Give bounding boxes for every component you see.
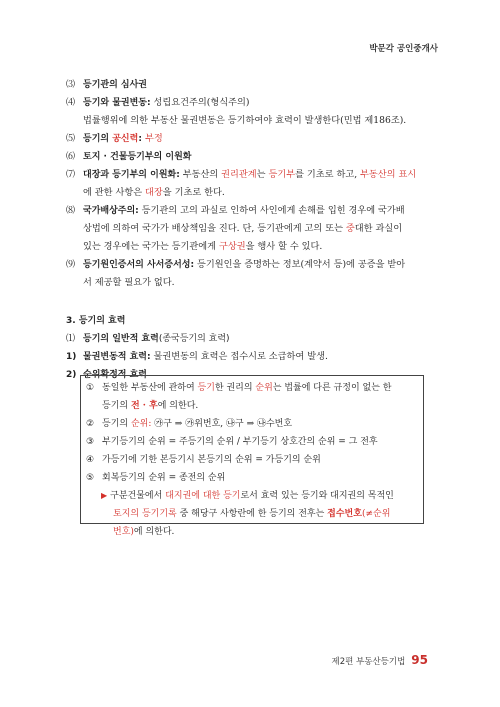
section-sub-1 — [66, 348, 438, 366]
box-bullet-2 — [86, 505, 418, 523]
text-segment: 상법에 의하여 국가가 배상책임을 진다. 단, 등기관에게 고의 또는 — [83, 223, 346, 234]
item-title: 국가배상주의: — [83, 206, 139, 216]
item-number: 2) — [66, 370, 77, 380]
text-highlight: 구상권 — [218, 241, 246, 252]
item-title-highlight: 공신력 — [112, 134, 139, 144]
item-title: 등기관의 심사권 — [83, 80, 147, 90]
box-line-3 — [86, 433, 418, 451]
item-9 — [66, 256, 438, 274]
text-highlight: 대지권에 대한 등기 — [165, 491, 241, 501]
text-segment: 대한 과실이 — [354, 223, 403, 234]
item-number: ⑺ — [66, 170, 76, 180]
item-title: 등기의 — [83, 134, 113, 144]
chapter-label: 제2편 부동산등기법 — [331, 657, 406, 667]
item-title: 토지 · 건물등기부의 이원화 — [83, 152, 192, 162]
item-number: ① — [86, 383, 95, 393]
text-segment: 등기의 — [102, 419, 131, 429]
item-text-highlight: 부정 — [145, 133, 163, 144]
item-9-cont: 서 제공할 필요가 없다. — [83, 277, 175, 288]
item-8-cont-2 — [66, 238, 438, 256]
text-segment: 등기원인을 증명하는 정보(계약서 등)에 공증을 받아 — [194, 259, 406, 270]
text-highlight: 등기부 — [268, 169, 296, 180]
item-title-colon: : — [138, 134, 146, 144]
item-number: ⑴ — [66, 334, 76, 344]
text-highlight: 부동산의 표시 — [360, 169, 417, 180]
box-bullet-1 — [86, 487, 418, 505]
item-title: 물권변동적 효력: — [83, 352, 151, 362]
item-number: ⑹ — [66, 152, 76, 162]
section-heading: 3. 등기의 효력 — [66, 316, 126, 326]
text-highlight: 순위 — [130, 419, 149, 429]
text-highlight: (≠순위 — [361, 509, 391, 519]
box-bullet-3 — [86, 523, 418, 541]
text-segment: 구분건물에서 — [110, 491, 166, 501]
text-segment: 로서 효력 있는 등기와 대지권의 목적인 — [240, 491, 394, 501]
page-number: 95 — [411, 653, 428, 667]
text-segment: 을 기초로 한다. — [162, 187, 225, 198]
text-segment: 부기등기의 순위 = 주등기의 순위 / 부기등기 상호간의 순위 = 그 전후 — [102, 437, 378, 447]
text-highlight: 전 · 후 — [130, 401, 158, 411]
item-number: ⑶ — [66, 80, 76, 90]
item-3 — [66, 76, 438, 94]
item-title: 대장과 등기부의 이원화: — [83, 170, 180, 180]
text-highlight-bold: 접수번호 — [327, 509, 362, 519]
text-segment: 을 행사 할 수 있다. — [245, 241, 323, 252]
text-segment: 부동산의 — [179, 169, 222, 180]
box-line-5 — [86, 469, 418, 487]
text-segment: 있는 경우에는 국가는 등기관에게 — [83, 241, 219, 252]
text-segment: 등기의 — [102, 401, 131, 411]
item-text: (종국등기의 효력) — [158, 334, 230, 344]
item-title: 등기의 일반적 효력 — [83, 334, 159, 344]
box-line-4 — [86, 451, 418, 469]
section-general — [66, 330, 438, 348]
text-segment: 에 관한 사항은 — [83, 187, 146, 198]
item-8 — [66, 202, 438, 220]
text-highlight: 권리관계 — [221, 169, 257, 180]
text-highlight: 중 — [345, 223, 355, 234]
text-segment: 중 해당구 사항란에 한 등기의 전후는 — [176, 509, 328, 519]
item-title: 등기와 물권변동: — [83, 98, 151, 108]
item-number: ③ — [86, 437, 95, 447]
running-header: 박문각 공인중개사 — [369, 44, 438, 54]
item-number: 1) — [66, 352, 77, 362]
text-segment: 를 기초로 하고, — [295, 169, 361, 180]
text-highlight: 대장 — [145, 187, 163, 198]
item-5 — [66, 130, 438, 148]
text-segment: 에 의한다. — [133, 527, 175, 537]
box-line-2 — [86, 415, 418, 433]
page-footer — [331, 653, 428, 667]
text-segment: : — [148, 419, 155, 429]
item-7 — [66, 166, 438, 184]
text-segment: 등기관의 고의 과실로 인하여 사인에게 손해를 입힌 경우에 국가배 — [138, 205, 405, 216]
item-title: 등기원인증서의 사서증서성: — [83, 260, 195, 270]
text-highlight: 등기 — [197, 383, 215, 393]
text-segment: 한 권리의 — [214, 383, 256, 393]
text-highlight: 토지의 등기기록 — [113, 509, 177, 519]
text-segment: 는 — [256, 169, 269, 180]
item-number: ④ — [86, 455, 95, 465]
priority-rules-box — [80, 375, 424, 537]
text-segment: 는 법률에 다른 규정이 없는 한 — [272, 383, 392, 393]
box-line-1 — [86, 379, 418, 397]
item-number: ⑤ — [86, 473, 95, 483]
item-4-cont: 법률행위에 의한 부동산 물권변동은 등기하여야 효력이 발생한다(민법 제186조). — [83, 115, 407, 126]
item-6 — [66, 148, 438, 166]
item-number: ② — [86, 419, 95, 429]
text-segment: ㉮구 ⇒ ㉮위번호, ㉯구 ⇒ ㉯수번호 — [154, 419, 293, 429]
item-4 — [66, 94, 438, 112]
main-content — [66, 76, 438, 384]
text-highlight: 번호) — [113, 527, 134, 537]
text-segment: 동일한 부동산에 관하여 — [102, 383, 198, 393]
item-text: 물권변동의 효력은 접수시로 소급하여 발생. — [150, 351, 328, 362]
item-number: ⑸ — [66, 134, 76, 144]
item-number: ⑷ — [66, 98, 76, 108]
item-number: ⑻ — [66, 206, 76, 216]
text-segment: 에 의한다. — [157, 401, 199, 411]
item-number: ⑼ — [66, 260, 76, 270]
item-title: 순위확정적 효력 — [83, 370, 147, 380]
item-text: 성립요건주의(형식주의) — [150, 97, 250, 108]
item-8-cont-1 — [66, 220, 438, 238]
text-highlight: 순위 — [255, 383, 273, 393]
text-segment: 회복등기의 순위 = 종전의 순위 — [102, 473, 226, 483]
box-line-1b — [86, 397, 418, 415]
item-7-cont — [66, 184, 438, 202]
triangle-bullet-icon: ▶ — [101, 491, 108, 500]
text-segment: 가등기에 기한 본등기시 본등기의 순위 = 가등기의 순위 — [102, 455, 321, 465]
